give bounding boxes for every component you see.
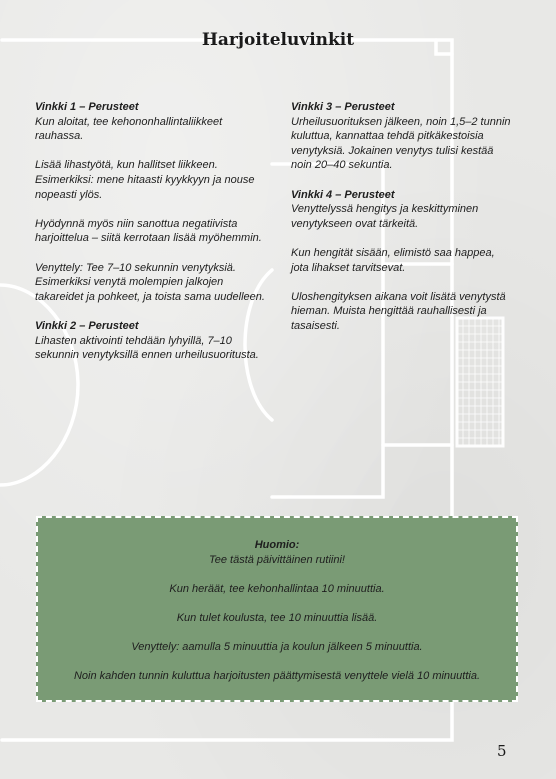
tip-paragraph (35, 319, 267, 363)
tip-paragraph (35, 261, 267, 305)
tip-text: Urheilusuorituksen jälkeen, noin 1,5–2 tunnin kuluttua, kannattaa tehdä pitkäkestoisia venytyksiä. Jokainen venytys tulisi kestää noin 20–40 sekuntia. (291, 115, 511, 172)
tip-paragraph (291, 290, 513, 334)
tip-text: Venyttelyssä hengitys ja keskittyminen venytykseen ovat tärkeitä. (291, 203, 479, 230)
notice-box (36, 516, 518, 702)
notice-line: Kun tulet koulusta, tee 10 minuuttia lisää. (176, 611, 378, 624)
notice-line: Venyttely: aamulla 5 minuuttia ja koulun jälkeen 5 minuuttia. (131, 641, 423, 654)
tip-heading: Vinkki 1 – Perusteet (35, 101, 139, 113)
tip-paragraph (291, 188, 513, 232)
tip-text: Uloshengityksen aikana voit lisätä venytystä hieman. Muista hengittää rauhallisesti ja tasaisesti. (291, 290, 506, 332)
tip-paragraph (291, 100, 513, 173)
page-title: Harjoiteluvinkit (201, 30, 355, 50)
tip-heading: Vinkki 4 – Perusteet (291, 188, 395, 201)
notice-line: Kun heräät, tee kehonhallintaa 10 minuuttia. (169, 582, 385, 595)
tip-paragraph (35, 100, 267, 144)
tips-left-column (35, 100, 267, 377)
tip-heading: Vinkki 3 – Perusteet (291, 101, 395, 113)
notice-line: Tee tästä päivittäinen rutiini! (209, 553, 345, 566)
tip-paragraph (35, 158, 267, 202)
tip-text: Venyttely: Tee 7–10 sekunnin venytyksiä. Esimerkiksi venytä molempien jalkojen takareidet ja pohkeet, ja toista sama uudelleen. (35, 261, 265, 303)
tip-text: Lisää lihastyötä, kun hallitset liikkeen. Esimerkiksi: mene hitaasti kyykkyyn ja nouse nopeasti ylös. (35, 159, 255, 201)
tip-text: Kun hengität sisään, elimistö saa happea, jota lihakset tarvitsevat. (291, 246, 495, 274)
notice-line: Noin kahden tunnin kuluttua harjoitusten päättymisestä venyttele vielä 10 minuuttia. (73, 670, 481, 683)
tip-paragraph (291, 246, 513, 275)
tip-heading: Vinkki 2 – Perusteet (35, 319, 139, 332)
notice-heading: Huomio: (254, 539, 300, 551)
tips-right-column (291, 100, 513, 348)
tip-paragraph (35, 217, 267, 246)
tip-text: Hyödynnä myös niin sanottua negatiivista harjoittelua – siitä kerrotaan lisää myöhemmin. (35, 217, 262, 245)
tip-text: Kun aloitat, tee kehononhallintaliikkeet rauhassa. (35, 115, 223, 143)
tip-text: Lihasten aktivointi tehdään lyhyillä, 7–10 sekunnin venytyksillä ennen urheilusuoritusta. (35, 334, 259, 362)
page-number: 5 (497, 742, 507, 760)
